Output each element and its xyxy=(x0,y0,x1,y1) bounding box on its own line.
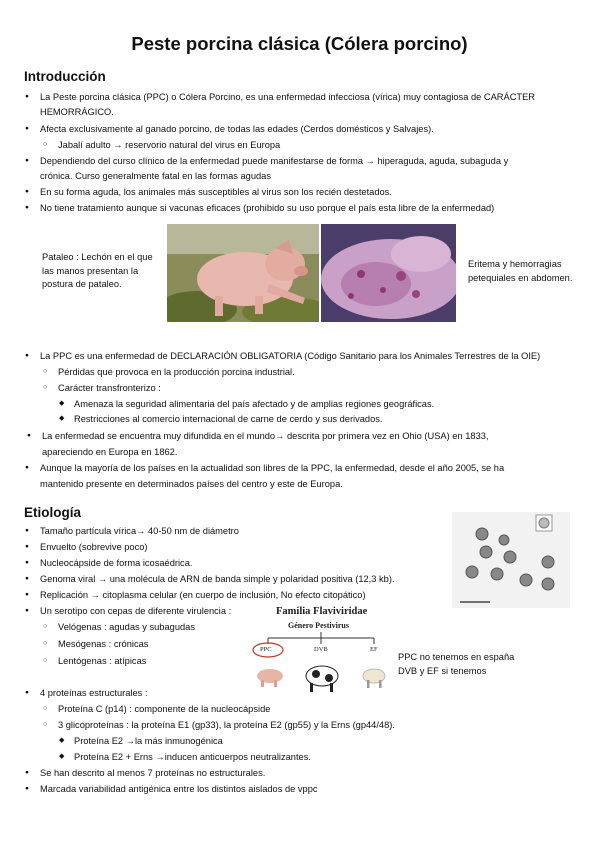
decl-subitem-1a: ○ Pérdidas que provoca en la producción porcina industrial. xyxy=(58,366,295,378)
intro-subitem-2a: ○ Jabalí adulto → reservorio natural del virus en Europa xyxy=(58,139,280,151)
diagram-node-ppc: PPC xyxy=(260,646,272,653)
etio-item-8: ● Se han descrito al menos 7 proteínas no estructurales. xyxy=(40,767,265,779)
decl-subsubitem-2: ◆ Restricciones al comercio internacional de carne de cerdo y sus derivados. xyxy=(74,413,383,425)
etio-subitem-7b: ○ 3 glicoproteínas : la proteína E1 (gp33), la proteína E2 (gp55) y la Erns (gp44/48). xyxy=(58,719,395,731)
hemorrhage-abdomen-photo xyxy=(321,224,456,322)
diagram-family-label: Familia Flaviviridae xyxy=(276,606,368,617)
etio-item-3: ● Nucleocápside de forma icosaédrica. xyxy=(40,557,192,569)
intro-item-5: ● No tiene tratamiento aunque si vacunas eficaces (prohibido su uso porque el país esta libre de la enfermedad) xyxy=(40,202,494,214)
piglet-photo xyxy=(167,224,319,322)
virus-micrograph xyxy=(452,512,570,608)
intro-item-3: ● Dependiendo del curso clínico de la enfermedad puede manifestarse de forma → hiperaguda, aguda, subaguda y xyxy=(40,155,508,167)
figure1-caption-right: Eritema y hemorragias petequiales en abdomen. xyxy=(468,259,573,283)
etio-item-4: ● Genoma viral → una molécula de ARN de banda simple y polaridad positiva (12,3 kb). xyxy=(40,573,395,585)
etio-subsubitem-2: ◆ Proteína E2 + Erns →inducen anticuerpos neutralizantes. xyxy=(74,751,311,763)
etio-item-1: ● Tamaño partícula vírica→ 40-50 nm de diámetro xyxy=(40,525,239,537)
diagram-note: PPC no tenemos en españa DVB y EF si tenemos xyxy=(398,652,515,676)
etio-subitem-6a: ○ Velógenas : agudas y subagudas xyxy=(58,621,195,633)
etio-subitem-7a: ○ Proteína C (p14) : componente de la nucleocápside xyxy=(58,703,270,715)
etio-item-7: ● 4 proteínas estructurales : xyxy=(40,687,148,699)
intro-item-3-cont: crónica. Curso generalmente fatal en las formas agudas xyxy=(40,171,271,181)
intro-item-2: ● Afecta exclusivamente al ganado porcino, de todas las edades (Cerdos domésticos y Salvajes). xyxy=(40,123,434,135)
diagram-node-ef: EF xyxy=(370,646,378,653)
decl-item-1: ● La PPC es una enfermedad de DECLARACIÓN OBLIGATORIA (Código Sanitario para los Animales Terrestres de la OIE) xyxy=(40,350,540,362)
figure1-caption-left: Pataleo : Lechón en el que las manos presentan la postura de pataleo. xyxy=(42,252,153,289)
decl-item-2: ● La enfermedad se encuentra muy difundida en el mundo→ descrita por primera vez en Ohio (USA) en 1833, xyxy=(42,430,489,442)
etio-subitem-6c: ○ Lentógenas : atípicas xyxy=(58,655,146,667)
etio-heading: Etiología xyxy=(24,505,81,520)
page-title: Peste porcina clásica (Cólera porcino) xyxy=(131,33,468,54)
decl-item-3-cont: mantenido presente en determinados países del centro y este de Europa. xyxy=(40,479,343,489)
etio-item-5: ● Replicación → citoplasma celular (en cuerpo de inclusión, No efecto citopático) xyxy=(40,589,366,601)
decl-subitem-1b: ○ Carácter transfronterizo : xyxy=(58,382,161,394)
intro-item-1: ● La Peste porcina clásica (PPC) o Cólera Porcino, es una enfermedad infecciosa (vírica) muy contagiosa de CARÁCTER xyxy=(40,91,535,103)
diagram-genus-label: Género Pestivirus xyxy=(288,621,349,630)
decl-subsubitem-1: ◆ Amenaza la seguridad alimentaria del país afectado y de amplias regiones geográficas. xyxy=(74,398,434,410)
etio-subsubitem-1: ◆ Proteína E2 →la más inmunogénica xyxy=(74,735,223,747)
etio-subitem-6b: ○ Mesógenas : crónicas xyxy=(58,638,148,650)
intro-heading: Introducción xyxy=(24,69,106,84)
etio-item-9: ● Marcada variabilidad antigénica entre los distintos aislados de vppc xyxy=(40,783,318,795)
etio-item-6: ● Un serotipo con cepas de diferente virulencia : xyxy=(40,605,231,617)
intro-item-1-cont: HEMORRÁGICO. xyxy=(40,107,114,117)
decl-item-2-cont: apareciendo en Europa en 1862. xyxy=(42,447,178,457)
pestivirus-diagram xyxy=(246,604,396,696)
decl-item-3: ● Aunque la mayoría de los países en la actualidad son libres de la PPC, la enfermedad, desde el año 2005, se ha xyxy=(40,462,504,474)
etio-item-2: ● Envuelto (sobrevive poco) xyxy=(40,541,148,553)
intro-item-4: ● En su forma aguda, los animales más susceptibles al virus son los recién destetados. xyxy=(40,186,392,198)
diagram-node-dvb: DVB xyxy=(314,646,328,653)
